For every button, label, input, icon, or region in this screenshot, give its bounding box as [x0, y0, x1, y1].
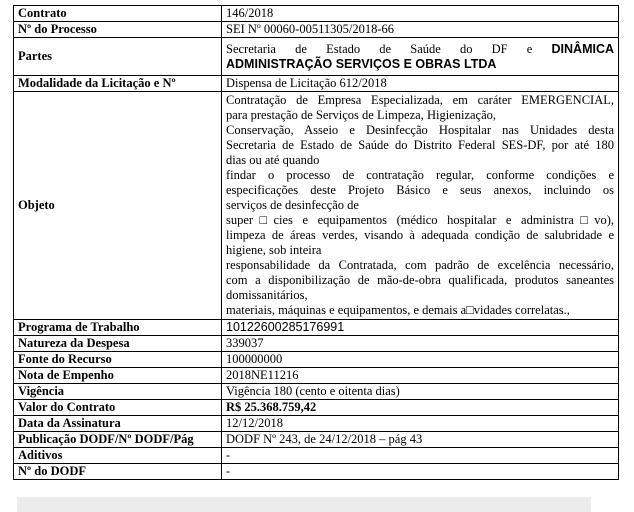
partes-secretaria: Secretaria de Estado de Saúde do DF e: [226, 41, 533, 56]
label-assinatura: Data da Assinatura: [14, 416, 222, 432]
value-modalidade: Dispensa de Licitação 612/2018: [222, 76, 619, 92]
table-row-processo: [14, 22, 619, 38]
label-publicacao: Publicação DODF/Nº DODF/Pág: [14, 432, 222, 448]
table-row-contrato: [14, 6, 619, 22]
objeto-line: serviços de desinfecção de: [226, 198, 359, 212]
objeto-line: super□cies e equipamentos (médico hospitalar e administra□vo),: [226, 213, 614, 227]
table-row-fonte: [14, 352, 619, 368]
value-natureza: 339037: [222, 336, 619, 352]
value-vigencia: Vigência 180 (cento e oitenta dias): [222, 384, 619, 400]
value-programa: 10122600285176991: [222, 320, 619, 336]
value-processo: SEI Nº 00060-00511305/2018-66: [222, 22, 619, 38]
objeto-line: com a disponibilização de mão-de-obra qualificada, produtos saneantes: [226, 273, 614, 287]
objeto-line: para prestação de Serviços de Limpeza, Higienização,: [226, 108, 497, 122]
label-programa: Programa de Trabalho: [14, 320, 222, 336]
objeto-line: limpeza de áreas verdes, visando à adequada condição de salubridade e: [226, 228, 614, 242]
value-partes: [222, 38, 619, 76]
label-natureza: Natureza da Despesa: [14, 336, 222, 352]
label-modalidade: Modalidade da Licitação e Nº: [14, 76, 222, 92]
table-row-assinatura: [14, 416, 619, 432]
contract-table: [13, 5, 619, 480]
objeto-line: findar o processo de contratação regular, conforme condições e: [226, 168, 614, 182]
label-valor: Valor do Contrato: [14, 400, 222, 416]
objeto-line: higiene, sob inteira: [226, 243, 322, 257]
value-dodf: -: [222, 464, 619, 480]
label-empenho: Nota de Empenho: [14, 368, 222, 384]
objeto-line: domissanitários,: [226, 288, 308, 302]
value-empenho: 2018NE11216: [222, 368, 619, 384]
table-row-partes: [14, 38, 619, 76]
objeto-line: Secretaria de Estado de Saúde do Distrito Federal SES-DF, por até 180: [226, 138, 614, 152]
value-fonte: 100000000: [222, 352, 619, 368]
label-vigencia: Vigência: [14, 384, 222, 400]
footer-bar: [17, 497, 591, 512]
table-row-dodf: [14, 464, 619, 480]
partes-line-1: [226, 42, 614, 57]
label-aditivos: Aditivos: [14, 448, 222, 464]
label-contrato: Contrato: [14, 6, 222, 22]
table-row-vigencia: [14, 384, 619, 400]
label-partes: Partes: [14, 38, 222, 76]
label-dodf: Nº do DODF: [14, 464, 222, 480]
label-objeto: Objeto: [14, 92, 222, 320]
partes-empresa-start: DINÂMICA: [551, 41, 615, 56]
objeto-line: materiais, máquinas e equipamentos, e demais a□vidades correlatas.,: [226, 303, 570, 317]
value-aditivos: -: [222, 448, 619, 464]
table-row-modalidade: [14, 76, 619, 92]
objeto-line: dias ou até quando: [226, 153, 320, 167]
table-row-empenho: [14, 368, 619, 384]
value-assinatura: 12/12/2018: [222, 416, 619, 432]
table-row-valor: [14, 400, 619, 416]
table-row-programa: [14, 320, 619, 336]
table-row-aditivos: [14, 448, 619, 464]
value-contrato: 146/2018: [222, 6, 619, 22]
objeto-line: responsabilidade da Contratada, com padrão de excelência necessário,: [226, 258, 614, 272]
table-row-objeto: [14, 92, 619, 320]
partes-empresa-rest: ADMINISTRAÇÃO SERVIÇOS E OBRAS LTDA: [226, 56, 497, 71]
value-publicacao: DODF Nº 243, de 24/12/2018 – pág 43: [222, 432, 619, 448]
objeto-line: especificações deste Projeto Básico e seus anexos, incluindo os: [226, 183, 614, 197]
table-row-natureza: [14, 336, 619, 352]
value-objeto: [222, 92, 619, 320]
label-fonte: Fonte do Recurso: [14, 352, 222, 368]
objeto-line: Contratação de Empresa Especializada, em caráter EMERGENCIAL,: [226, 93, 614, 107]
value-valor: R$ 25.368.759,42: [222, 400, 619, 416]
objeto-line: Conservação, Asseio e Desinfecção Hospitalar nas Unidades desta: [226, 123, 614, 137]
table-row-publicacao: [14, 432, 619, 448]
label-processo: Nº do Processo: [14, 22, 222, 38]
